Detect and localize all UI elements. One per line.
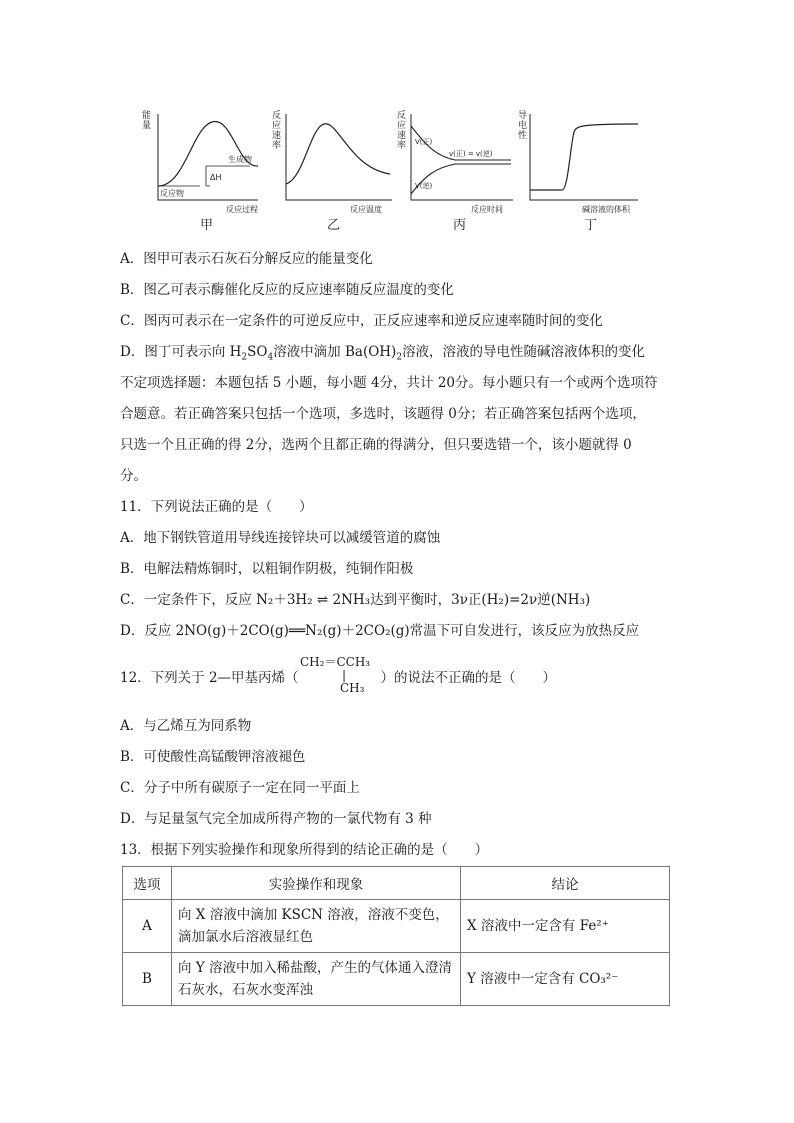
jia-reactant-label: 反应物: [160, 189, 184, 198]
row-a-option: A: [123, 900, 172, 953]
yi-ylabel-2: 应: [272, 121, 282, 131]
q12-structure-bottom: CH₃: [340, 681, 365, 695]
q10-option-d: D．图丁可表示向 $H_2SO_4$溶液中滴加 $Ba(OH)_2$溶液，溶液的导电性随碱溶液体积的变化: [120, 344, 646, 363]
q10-option-b: B．图乙可表示酶催化反应的反应速率随反应温度的变化: [120, 282, 454, 298]
caption-yi: 乙: [327, 218, 341, 233]
q12-stem: [120, 668, 556, 688]
yi-ylabel-1: 反: [272, 111, 282, 121]
row-a-procedure: [172, 900, 461, 953]
q11-option-c: C．一定条件下，反应 N₂＋3H₂ ⇌ 2NH₃达到平衡时，3ν正(H₂)=2ν逆(NH₃): [120, 592, 591, 608]
q12-stem-pre: 12．下列关于 2—甲基丙烯（: [120, 670, 299, 686]
q12-option-d: D．与足量氢气完全加成所得产物的一氯代物有 3 种: [120, 811, 432, 827]
figure-yi: [270, 108, 395, 222]
figure-bing: [395, 108, 515, 222]
instructions-line-2: 合题意。若正确答案只包括一个选项，多选时，该题得 0分；若正确答案包括两个选项，: [120, 406, 646, 422]
figure-ding: [518, 108, 643, 222]
q10-option-c: C．图丙可表示在一定条件的可逆反应中，正反应速率和逆反应速率随时间的变化: [120, 313, 603, 329]
q11-stem: 11．下列说法正确的是（ ）: [120, 499, 313, 515]
ding-xlabel: 碱溶液的体积: [582, 205, 630, 214]
instructions-line-1: 不定项选择题：本题包括 5 小题，每小题 4分，共计 20分。每小题只有一个或两个选项符: [120, 375, 658, 391]
row-b-procedure-line-1: 向 Y 溶液中加入稀盐酸，产生的气体通入澄清: [178, 960, 452, 976]
ding-ylabel-1: 导: [518, 111, 528, 121]
row-a-procedure-line-1: 向 X 溶液中滴加 KSCN 溶液，溶液不变色，: [178, 907, 449, 923]
figure-jia: [140, 108, 260, 222]
table-header-row: [123, 867, 670, 900]
bing-vforward-label: V(正): [415, 138, 433, 146]
q10-d-pre: D．图丁可表示向 H: [120, 344, 242, 360]
rate-temperature-graph: [270, 108, 395, 218]
yi-ylabel-3: 速: [272, 131, 282, 141]
q12-option-b: B．可使酸性高锰酸钾溶液褪色: [120, 749, 306, 765]
q11-option-a: A．地下钢铁管道用导线连接锌块可以减缓管道的腐蚀: [120, 530, 441, 546]
equilibrium-rate-graph: [395, 108, 515, 218]
jia-product-label: 生成物: [228, 155, 252, 164]
caption-jia: 甲: [200, 218, 214, 233]
caption-ding: 丁: [584, 218, 598, 233]
header-procedure: 实验操作和现象: [172, 867, 461, 900]
q12-structure-top: CH₂＝CCH₃: [300, 655, 371, 669]
bing-xlabel: 反应时间: [471, 205, 503, 214]
q11-option-d: D．反应 2NO(g)＋2CO(g)══N₂(g)＋2CO₂(g)常温下可自发进行，该反应为放热反应: [120, 623, 640, 639]
row-a-procedure-line-2: 滴加氯水后溶液显红色: [178, 929, 313, 945]
caption-bing: 丙: [453, 218, 467, 233]
bing-ylabel-2: 应: [397, 121, 407, 131]
jia-ylabel-2: 量: [142, 121, 152, 131]
q11-option-b: B．电解法精炼铜时，以粗铜作阴极，纯铜作阳极: [120, 561, 414, 577]
bing-ylabel-4: 率: [397, 141, 407, 151]
row-b-procedure-line-2: 石灰水，石灰水变浑浊: [178, 982, 313, 998]
header-conclusion: 结论: [461, 867, 670, 900]
instructions-line-3: 只选一个且正确的得 2分，选两个且都正确的得满分，但只要选错一个，该小题就得 0: [120, 437, 632, 453]
bing-ylabel-1: 反: [397, 111, 407, 121]
figure-row: [140, 108, 660, 233]
row-b-procedure: [172, 953, 461, 1006]
q13-stem: 13．根据下列实验操作和现象所得到的结论正确的是（ ）: [120, 842, 489, 858]
jia-ylabel-1: 能: [142, 111, 152, 121]
ding-ylabel-2: 电: [518, 121, 528, 131]
bing-ylabel-3: 速: [397, 131, 407, 141]
table-row: [123, 953, 670, 1006]
yi-xlabel: 反应温度: [350, 205, 382, 214]
q12-stem-post: ）的说法不正确的是（ ）: [380, 670, 557, 686]
conductivity-graph: [518, 108, 643, 218]
jia-dh-label: ΔH: [210, 173, 222, 182]
row-a-conclusion: X 溶液中一定含有 Fe²⁺: [461, 900, 670, 953]
table-row: [123, 900, 670, 953]
row-b-conclusion: Y 溶液中一定含有 CO₃²⁻: [461, 953, 670, 1006]
header-option: 选项: [123, 867, 172, 900]
row-b-option: B: [123, 953, 172, 1006]
bing-equal-label: v(正) = v(逆): [449, 150, 493, 158]
jia-xlabel: 反应过程: [226, 205, 258, 214]
q10-d-mid2: 溶液中滴加 Ba(OH): [273, 344, 397, 360]
q10-option-a: A．图甲可表示石灰石分解反应的能量变化: [120, 251, 373, 267]
q12-option-a: A．与乙烯互为同系物: [120, 718, 252, 734]
yi-ylabel-4: 率: [272, 141, 282, 151]
energy-diagram: [140, 108, 260, 218]
q10-d-mid: SO: [247, 344, 268, 360]
bing-vreverse-label: V(逆): [415, 182, 433, 190]
ding-ylabel-3: 性: [518, 131, 528, 141]
experiment-table: [122, 866, 670, 1006]
q12-option-c: C．分子中所有碳原子一定在同一平面上: [120, 780, 360, 796]
instructions-line-4: 分。: [120, 468, 147, 484]
q10-d-post: 溶液，溶液的导电性随碱溶液体积的变化: [402, 344, 646, 360]
q12-structure-bond: |: [342, 668, 347, 682]
